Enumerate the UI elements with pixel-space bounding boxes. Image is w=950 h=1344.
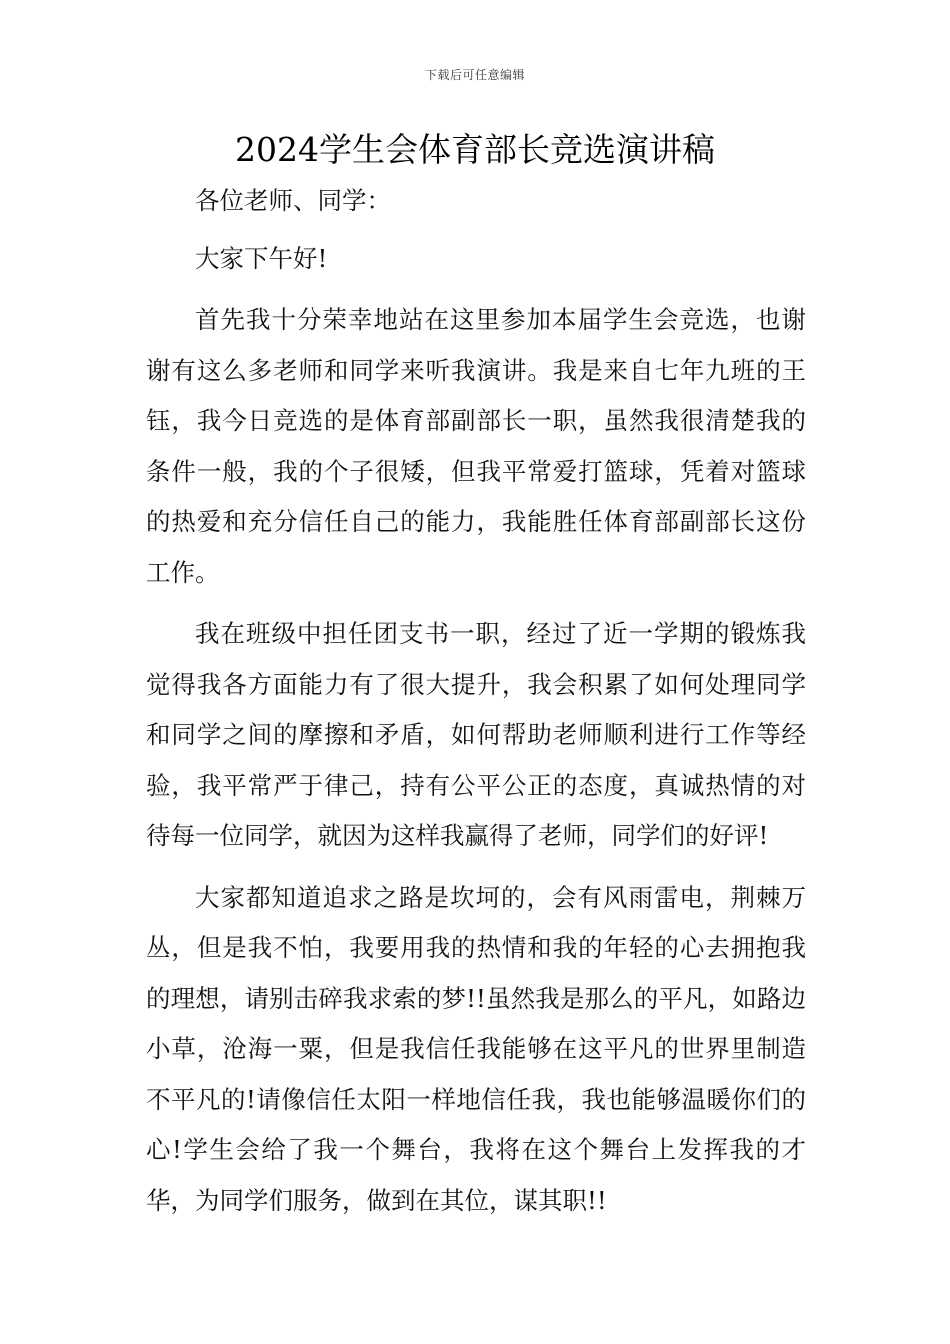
paragraph-introduction: 首先我十分荣幸地站在这里参加本届学生会竞选，也谢谢有这么多老师和同学来听我演讲。我是来自七年九班的王钰，我今日竞选的是体育部副部长一职，虽然我很清楚我的条件一般，我的个子很矮，但我平常爱打篮球，凭着对篮球的热爱和充分信任自己的能力，我能胜任体育部副部长这份工作。	[146, 305, 806, 587]
paragraph-salutation: 大家下午好!	[195, 243, 328, 273]
document-body	[146, 176, 806, 1237]
header-note: 下载后可任意编辑	[424, 68, 525, 82]
paragraph-greeting: 各位老师、同学：	[195, 186, 391, 215]
paragraph-experience: 我在班级中担任团支书一职，经过了近一学期的锻炼我觉得我各方面能力有了很大提升，我会积累了如何处理同学和同学之间的摩擦和矛盾，如何帮助老师顺利进行工作等经验，我平常严于律己，持有公平公正的态度，真诚热情的对待每一位同学，就因为这样我赢得了老师，同学们的好评!	[146, 619, 806, 850]
document-title: 2024学生会体育部长竞选演讲稿	[235, 130, 715, 169]
paragraph-aspiration: 大家都知道追求之路是坎坷的，会有风雨雷电，荆棘万丛，但是我不怕，我要用我的热情和我的年轻的心去拥抱我的理想，请别击碎我求索的梦!!虽然我是那么的平凡，如路边小草，沧海一粟，但是我信任我能够在这平凡的世界里制造不平凡的!请像信任太阳一样地信任我，我也能够温暖你们的心!学生会给了我一个舞台，我将在这个舞台上发挥我的才华，为同学们服务，做到在其位，谋其职!!	[146, 882, 806, 1215]
